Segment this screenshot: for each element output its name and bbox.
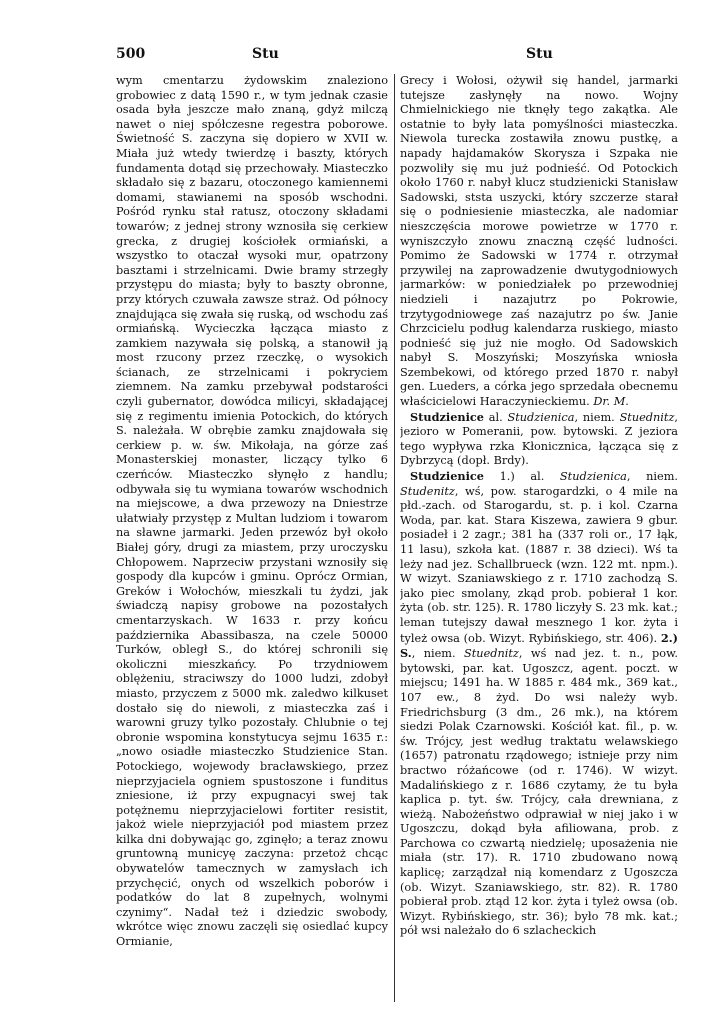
running-head-right: Stu <box>526 46 553 62</box>
entry-german-name: Stuednitz <box>464 647 519 661</box>
entry-text: , jezioro w Pomeranii, pow. bytowski. Z jeziora tego wypływa rzka Kłonicznica, łącząca się z Dybrzycą (dopł. Brdy). <box>400 410 678 468</box>
entry-studzienice-lake <box>400 410 678 469</box>
entry-text: , niem. <box>574 410 620 424</box>
entry-text: 1.) al. <box>483 470 560 484</box>
left-column-text: wym cmentarzu żydowskim znaleziono grobowiec z datą 1590 r., w tym jednak czasie osada była jeszcze mało znaną, gdyż milczą nawet o niej spółczesne regestra poborowe. Świetność S. zaczyna się dopiero w XVII w. Miała już wtedy twierdzę i baszty, których fundamenta dotąd się przechowały. Miasteczko składało się z bazaru, otoczonego kamiennemi domami, stawianemi na sposób wschodni. Pośród rynku stał ratusz, otoczony składami towarów; z jednej strony wznosiła się cerkiew grecka, z drugiej kościołek ormiański, a wszystko to otaczał wysoki mur, opatrzony basztami i strzelnicami. Dwie bramy strzegły przystępu do miasta; były to baszty obronne, przy których czuwała zawsze straż. Od północy znajdująca się zwała się ruską, od wschodu zaś ormiańską. Wycieczka łącząca miasto z zamkiem nazywała się polską, a stanowił ją most rzucony przez rzeczkę, o wysokich ścianach, ze strzelnicami i pokryciem ziemnem. Na zamku przebywał podstarości czyli gubernator, dowódca milicyi, składającej się z regimentu imienia Potockich, do których S. należała. W obrębie zamku znajdowała się cerkiew p. w. św. Mikołaja, na górze zaś Monasterskiej monaster, liczący tylko 6 czerńców. Miasteczko słynęło z handlu; odbywała się tu wymiana towarów wschodnich na miejscowe, a dwa przewozy na Dniestrze ułatwiały przystęp z Multan ludziom i towarom na sławne jarmarki. Jeden przewóz był około Białej góry, drugi za miastem, przy uroczysku Chłopowem. Naprzeciw przystani wznosiły się gospody dla kupców i gminu. Oprócz Ormian, Greków i Wołochów, mieszkali tu żydzi, jak świadczą napisy grobowe na pozostałych cmentarzyskach. W 1633 r. przy końcu października Abassibasza, na czele 50000 Turków, obległ S., do której schronili się okoliczni mieszkańcy. Po trzydniowem oblężeniu, straciwszy do 1000 ludzi, zdobył miasto, przyczem z 5000 mk. zaledwo kilkuset dostało się do niewoli, z miasteczka zaś i warowni gruzy tylko pozostały. Chlubnie o tej obronie wspomina konstytucya sejmu 1635 r.: „nowo osiadłe miasteczko Studzienice Stan. Potockiego, wojewody bracławskiego, przez nieprzyjaciela ogniem spustoszone i funditus zniesione, iż przy expugnacyi swej tak potężnemu nieprzyjacielowi fortiter resistit, jakoż wiele nieprzyjaciół pod miastem przez kilka dni dobywając go, zginęło; a teraz znowu gruntowną municyę zaczyna: przetoż chcąc obywatelów tamecznych w zamysłach ich przychęcić, onych od wszelkich poborów i podatków do lat 8 zupełnych, wolnymi czynimy“. Nadał też i dziedzic swobody, wkrótce więc znowu zaczęli się osiedlać kupcy Ormianie, <box>116 74 388 949</box>
entry-text: al. <box>483 410 508 424</box>
entry-german-name: Stuednitz <box>619 410 675 424</box>
page-header <box>116 46 676 68</box>
entry-sub-number: 2.) S. <box>400 630 678 661</box>
entry-headword: Studzienice <box>410 409 484 424</box>
entry-alias: Studzienica <box>507 410 575 424</box>
right-paragraph-text: Grecy i Wołosi, ożywił się handel, jarmarki tutejsze zasłynęły na nowo. Wojny Chmielnickiego nie tknęły tego zakątka. Ale ostatnie to były lata pomyślności miasteczka. Niewola turecka zostawiła znowu pustkę, a napady hajdamaków Skoryszа i Szpaka nie pozwoliły się mu już podnieść. Od Potockich około 1760 r. nabył klucz studzienicki Stanisław Sadowski, ststa uszycki, który szczerze starał się o podniesienie miasteczka, ale nadomiar nieszczęścia morowe powietrze w 1770 r. wyniszczyło znowu znaczną część ludności. Pomimo że Sadowski w 1774 r. otrzymał przywilej na zaprowadzenie dwutygodniowych jarmarków: w poniedziałek po przewodniej niedzieli i nazajutrz po Pokrowie, trzytygodniowege zaś nazajutrz po św. Janie Chrzcicielu podług kalendarza ruskiego, miasto podnieść się już nie mogło. Od Sadowskich nabył S. Moszyński; Moszyńska wniosła Szembekowi, od którego przed 1870 r. nabył gen. Lueders, a córka jego sprzedała obecnemu właścicielowi Haraczynieckiemu. <box>400 74 678 409</box>
left-column <box>116 74 388 1004</box>
entry-text: , niem. <box>626 470 678 484</box>
entry-text: , wś, pow. starogardzki, o 4 mile na płd.-zach. od Starogardu, st. p. i kol. Czarna Woda, par. kat. Stara Kiszewa, zawiera 9 gbur. posiadeł i 2 zagr.; 381 ha (337 roli or., 17 łąk, 11 lasu), szkoła kat. (1887 r. 38 dzieci). Wś ta leży nad jez. Schallbrueck (wzn. 122 mt. npm.). W wizyt. Szaniawskiego z r. 1710 zachodzą S. jako piec smolany, zkąd prob. pobierał 1 kor. żyta (ob. str. 125). R. 1780 liczyły S. 23 mk. kat.; leman tutejszy dawał mesznego 1 kor. żyta i tyleż owsa (ob. Wizyt. Rybińskiego, str. 406). <box>400 484 678 645</box>
right-paragraph <box>400 74 678 410</box>
entry-studzienice-village <box>400 469 678 939</box>
entry-text: , niem. <box>411 647 465 661</box>
column-divider <box>394 74 395 1002</box>
entry-german-name: Studenitz <box>400 484 455 498</box>
author-signature: Dr. M. <box>593 395 629 409</box>
right-column <box>400 74 678 1004</box>
entry-text: , wś nad jez. t. n., pow. bytowski, par. kat. Ugoszcz, agent. poczt. w miejscu; 1491 ha. W 1885 r. 484 mk., 369 kat., 107 ew., 8 żyd. Do wsi należy wyb. Friedrichsburg (3 dm., 26 mk.), na którem siedzi Polak Czarnowski. Kościół kat. fil., p. w. św. Trójcy, jest według traktatu welawskiego (1657) patronatu rządowego; istnieje przy nim bractwo różańcowe (od r. 1746). W wizyt. Madalińskiego z r. 1686 czytamy, że tu była kaplica p. tyt. św. Trójcy, cała drewniana, z wieżą. Nabożeństwo odprawiał w niej jako i w Ugoszczu, dokąd była afiliowana, prob. z Parchowa co czwartą niedzielę; uposażenia nie miała (str. 17). R. 1710 zbudowano nową kaplicę; zarządzał nią komendarz z Ugoszcza (ob. Wizyt. Szaniawskiego, str. 82). R. 1780 pobierał prob. ztąd 12 kor. żyta i tyleż owsa (ob. Wizyt. Rybińskiego, str. 36); było 78 mk. kat.; pół wsi należało do 6 szlacheckich <box>400 647 678 938</box>
entry-alias: Studzienica <box>559 470 627 484</box>
page-number: 500 <box>116 46 146 62</box>
running-head-left: Stu <box>252 46 279 62</box>
entry-headword: Studzienice <box>410 469 484 484</box>
